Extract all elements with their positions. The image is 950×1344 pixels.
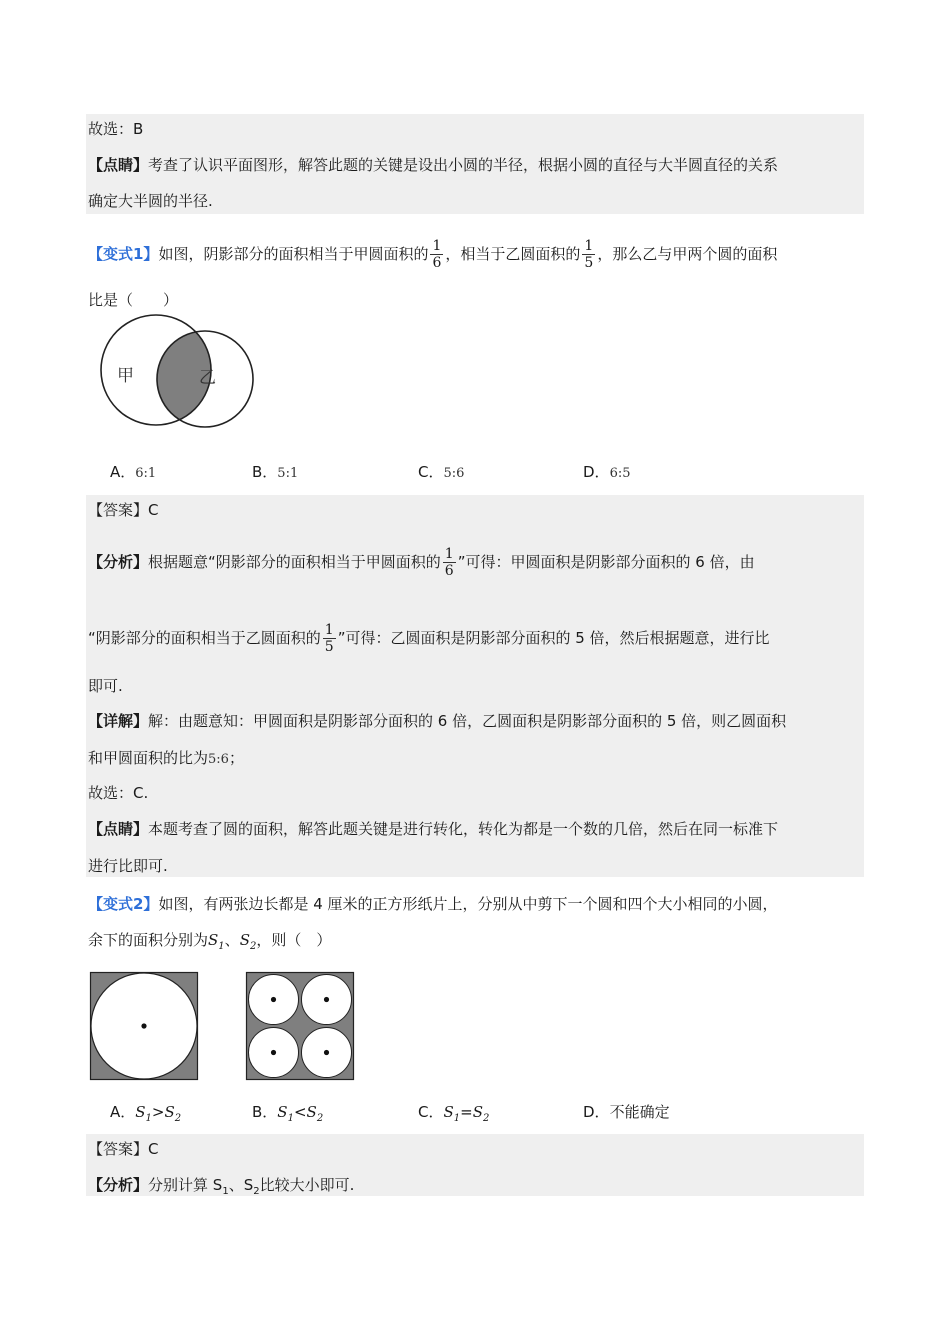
q1-analysis-line-2: “阴影部分的面积相当于乙圆面积的 $\frac{1}{5}$ ”可得：乙圆面积是阴影部分面积的 5 倍，然后根据题意，进行比 — [88, 622, 770, 655]
q1-choose: 故选：C. — [88, 784, 149, 802]
comment-tag: 【点睛】 — [88, 156, 149, 174]
analysis-fraction-1: $\frac{1}{6}$ — [444, 546, 454, 579]
q1-option-a[interactable]: A．6:1 — [110, 463, 157, 481]
q2-option-a[interactable]: A．$S_1>S_2$ — [110, 1103, 182, 1124]
q1-option-b[interactable]: B．5:1 — [252, 463, 299, 481]
comment-line-2: 确定大半圆的半径. — [88, 192, 213, 210]
choose-line-1: 故选：B — [88, 120, 144, 138]
q1-comment-line-1: 【点睛】本题考查了圆的面积，解答此题关键是进行转化，转化为都是一个数的几倍，然后在同一标准下 — [88, 820, 779, 838]
q1-option-d[interactable]: D．6:5 — [583, 463, 631, 481]
q1-detail-line-1: 【详解】解：由题意知：甲圆面积是阴影部分面积的 6 倍，乙圆面积是阴影部分面积的 5 倍，则乙圆面积 — [88, 712, 787, 730]
q2-stem-line-1: 【变式2】如图，有两张边长都是 4 厘米的正方形纸片上，分别从中剪下一个圆和四个大小相同的小圆， — [88, 895, 778, 913]
q1-text-b: ，相当于乙圆面积的 — [445, 245, 581, 263]
q1-detail-line-2: 和甲圆面积的比为5:6； — [88, 749, 244, 767]
q2-tag: 【变式2】 — [88, 895, 159, 913]
q1-analysis-line-1: 【分析】根据题意“阴影部分的面积相当于甲圆面积的 $\frac{1}{6}$ ”可得：甲圆面积是阴影部分面积的 6 倍，由 — [88, 546, 755, 579]
comment-line-1 — [88, 154, 778, 176]
q1-answer: 【答案】C — [88, 501, 159, 519]
q2-analysis: 【分析】分别计算 $S_1$、$S_2$比较大小即可. — [88, 1176, 355, 1197]
q1-tag: 【变式1】 — [88, 245, 159, 263]
q2-option-c[interactable]: C．$S_1=S_2$ — [418, 1103, 490, 1124]
q1-stem-line-2: 比是（ ） — [88, 291, 179, 309]
q1-comment-line-2: 进行比即可. — [88, 857, 168, 875]
venn-diagram — [86, 320, 238, 424]
square-one-circle — [90, 972, 198, 1080]
label-yi: 乙 — [199, 368, 216, 388]
comment-text: 考查了认识平面图形，解答此题的关键是设出小圆的半径，根据小圆的直径与大半圆直径的关系 — [148, 156, 779, 174]
analysis-fraction-2: $\frac{1}{5}$ — [324, 622, 334, 655]
q1-option-c[interactable]: C．5:6 — [418, 463, 465, 481]
q2-answer: 【答案】C — [88, 1140, 159, 1158]
label-jia: 甲 — [117, 366, 134, 386]
q1-text-c: ，那么乙与甲两个圆的面积 — [597, 245, 778, 263]
square-four-circles — [246, 972, 354, 1080]
q2-option-b[interactable]: B．$S_1<S_2$ — [252, 1103, 324, 1124]
q1-analysis-line-3: 即可. — [88, 677, 123, 695]
q2-stem-line-2: 余下的面积分别为$S_1$、$S_2$，则（ ） — [88, 931, 332, 952]
q2-option-d[interactable]: D．不能确定 — [583, 1103, 670, 1121]
q1-fraction-2: $\frac{1}{5}$ — [584, 238, 594, 271]
q1-stem-line-1 — [88, 238, 777, 271]
q1-text-a: 如图，阴影部分的面积相当于甲圆面积的 — [158, 245, 429, 263]
q1-fraction-1: $\frac{1}{6}$ — [432, 238, 442, 271]
